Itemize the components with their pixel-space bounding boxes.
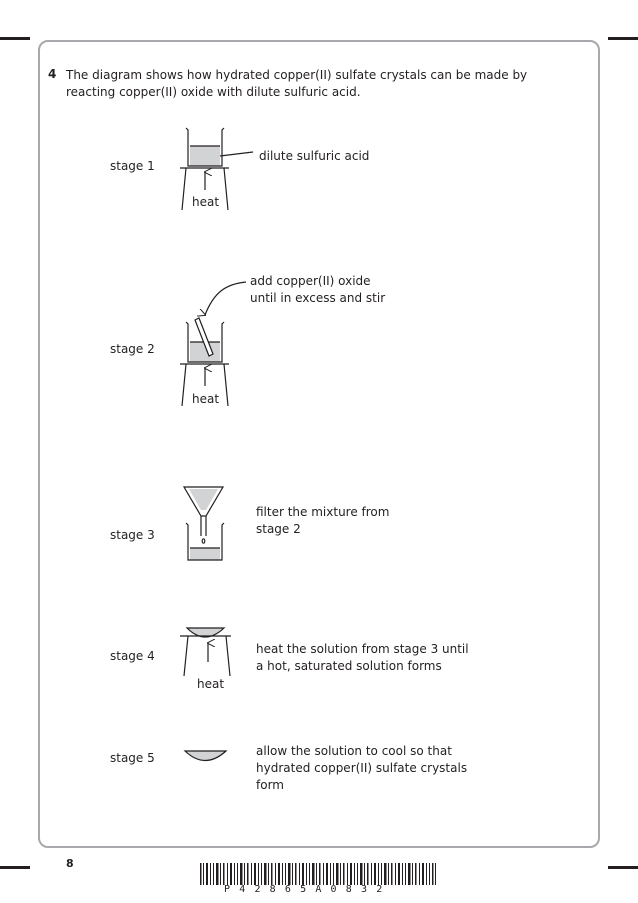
stage-5-description: allow the solution to cool so that hydrated copper(II) sulfate crystals form [256,744,468,792]
stage-5-label: stage 5 [110,751,155,765]
barcode [200,863,436,885]
stage-4-description: heat the solution from stage 3 until a hot, saturated solution forms [256,642,469,673]
page-number: 8 [66,857,74,870]
stage-5-basin [185,751,226,761]
stage-3-funnel [184,487,223,543]
stage-4-label: stage 4 [110,649,155,663]
stage-3-label: stage 3 [110,528,155,542]
barcode-text: P42865A0832 [224,884,392,895]
stage-1-heat-label: heat [192,195,220,209]
stage-2-label: stage 2 [110,342,155,356]
stage-1-description: dilute sulfuric acid [259,149,370,163]
question-text: The diagram shows how hydrated copper(II) sulfate crystals can be made by reacting copper(II) oxide with dilute sulfuric acid. [66,68,528,99]
question-number: 4 [48,67,57,81]
stage-2-heat-label: heat [192,392,220,406]
stage-2-add-arrow [205,282,246,315]
stage-2-beaker [186,318,224,362]
stage-4-heat-label: heat [197,677,225,691]
stage-4-tripod [180,636,231,676]
stage-2-description: add copper(II) oxide until in excess and stir [250,274,386,305]
stage-3-description: filter the mixture from stage 2 [256,505,390,536]
stage-1-beaker [186,128,224,166]
stage-1-label-line [220,152,253,156]
stage-1-label: stage 1 [110,159,155,173]
